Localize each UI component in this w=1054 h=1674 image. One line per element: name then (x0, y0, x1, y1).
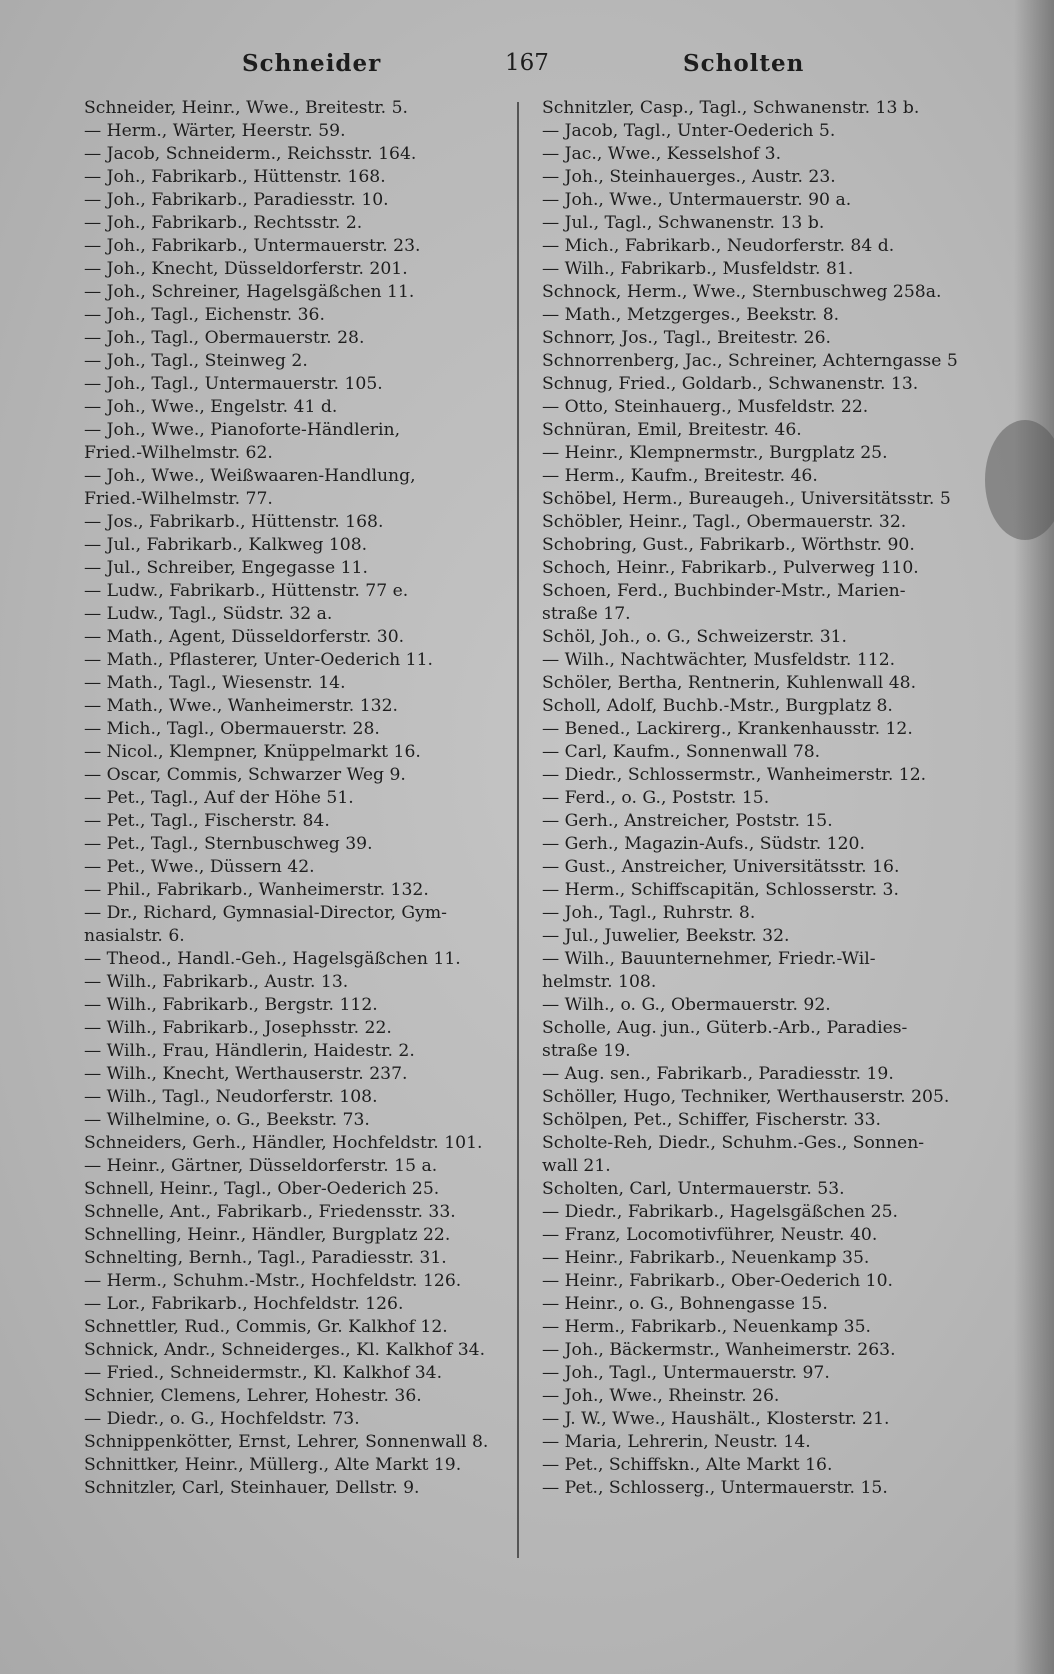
directory-entry: — Joh., Tagl., Steinweg 2. (84, 351, 308, 371)
directory-entry: — Pet., Tagl., Fischerstr. 84. (84, 811, 330, 831)
directory-entry: Fried.-Wilhelmstr. 62. (84, 443, 273, 463)
header-first-entry: Schneider (242, 50, 382, 77)
directory-entry: — Math., Pflasterer, Unter-Oederich 11. (84, 650, 433, 670)
directory-entry: — Fried., Schneidermstr., Kl. Kalkhof 34. (84, 1363, 443, 1383)
directory-entry: Schnier, Clemens, Lehrer, Hohestr. 36. (84, 1386, 422, 1406)
header-last-entry: Scholten (683, 50, 805, 77)
directory-entry: — Wilh., Knecht, Werthauserstr. 237. (84, 1064, 408, 1084)
directory-entry: Schneider, Heinr., Wwe., Breitestr. 5. (84, 98, 408, 118)
directory-entry: — Herm., Schuhm.-Mstr., Hochfeldstr. 126. (84, 1271, 462, 1291)
directory-entry: — Joh., Wwe., Pianoforte-Händlerin, (84, 420, 401, 440)
right-column (542, 97, 967, 1500)
directory-entry: Schnelle, Ant., Fabrikarb., Friedensstr. 33. (84, 1202, 456, 1222)
directory-entry: — Wilh., Fabrikarb., Josephsstr. 22. (84, 1018, 392, 1038)
directory-entry: Schnelting, Bernh., Tagl., Paradiesstr. 31. (84, 1248, 447, 1268)
directory-entry: Schnettler, Rud., Commis, Gr. Kalkhof 12. (84, 1317, 448, 1337)
directory-entry: — Theod., Handl.-Geh., Hagelsgäßchen 11. (84, 949, 461, 969)
directory-entry: — Joh., Tagl., Eichenstr. 36. (84, 305, 325, 325)
directory-entry: — Herm., Fabrikarb., Neuenkamp 35. (542, 1317, 871, 1337)
directory-entry: Schölpen, Pet., Schiffer, Fischerstr. 33. (542, 1110, 881, 1130)
directory-entry: Schoch, Heinr., Fabrikarb., Pulverweg 110. (542, 558, 919, 578)
directory-entry: — Joh., Steinhauerges., Austr. 23. (542, 167, 836, 187)
directory-entry: — J. W., Wwe., Haushält., Klosterstr. 21. (542, 1409, 890, 1429)
directory-entry: Schnock, Herm., Wwe., Sternbuschweg 258a. (542, 282, 942, 302)
page-stain (985, 420, 1054, 540)
directory-entry: — Heinr., Klempnermstr., Burgplatz 25. (542, 443, 888, 463)
directory-entry: — Joh., Wwe., Engelstr. 41 d. (84, 397, 338, 417)
directory-entry: — Jac., Wwe., Kesselshof 3. (542, 144, 782, 164)
directory-entry: — Joh., Schreiner, Hagelsgäßchen 11. (84, 282, 415, 302)
column-divider (517, 102, 519, 1558)
directory-entry: — Joh., Tagl., Untermauerstr. 97. (542, 1363, 830, 1383)
directory-entry: nasialstr. 6. (84, 926, 185, 946)
directory-entry: Schoen, Ferd., Buchbinder-Mstr., Marien- (542, 581, 906, 601)
directory-entry: — Jacob, Schneiderm., Reichsstr. 164. (84, 144, 417, 164)
directory-entry: Schnug, Fried., Goldarb., Schwanenstr. 13. (542, 374, 919, 394)
directory-entry: straße 19. (542, 1041, 631, 1061)
directory-entry: — Heinr., Fabrikarb., Ober-Oederich 10. (542, 1271, 894, 1291)
left-column (84, 97, 509, 1500)
directory-entry: Schnittker, Heinr., Müllerg., Alte Markt 19. (84, 1455, 462, 1475)
directory-entry: — Joh., Fabrikarb., Rechtsstr. 2. (84, 213, 363, 233)
directory-entry: — Gerh., Magazin-Aufs., Südstr. 120. (542, 834, 865, 854)
directory-entry: — Otto, Steinhauerg., Musfeldstr. 22. (542, 397, 869, 417)
directory-entry: — Franz, Locomotivführer, Neustr. 40. (542, 1225, 878, 1245)
directory-entry: — Joh., Bäckermstr., Wanheimerstr. 263. (542, 1340, 896, 1360)
directory-entry: — Joh., Fabrikarb., Untermauerstr. 23. (84, 236, 421, 256)
directory-entry: wall 21. (542, 1156, 611, 1176)
directory-entry: — Jul., Juwelier, Beekstr. 32. (542, 926, 790, 946)
directory-entry: Schöbel, Herm., Bureaugeh., Universitätsstr. 5 (542, 489, 951, 509)
directory-entry: — Joh., Tagl., Obermauerstr. 28. (84, 328, 365, 348)
directory-entry: — Diedr., Fabrikarb., Hagelsgäßchen 25. (542, 1202, 899, 1222)
directory-entry: straße 17. (542, 604, 631, 624)
directory-entry: — Heinr., Gärtner, Düsseldorferstr. 15 a. (84, 1156, 438, 1176)
directory-entry: — Herm., Wärter, Heerstr. 59. (84, 121, 346, 141)
directory-entry: Scholten, Carl, Untermauerstr. 53. (542, 1179, 845, 1199)
directory-entry: helmstr. 108. (542, 972, 657, 992)
directory-entry: — Phil., Fabrikarb., Wanheimerstr. 132. (84, 880, 429, 900)
directory-entry: — Jul., Fabrikarb., Kalkweg 108. (84, 535, 368, 555)
directory-entry: Schnorrenberg, Jac., Schreiner, Achterngasse 5 (542, 351, 958, 371)
directory-entry: — Diedr., Schlossermstr., Wanheimerstr. 12. (542, 765, 927, 785)
directory-entry: — Math., Agent, Düsseldorferstr. 30. (84, 627, 405, 647)
directory-entry: — Wilh., Bauunternehmer, Friedr.-Wil- (542, 949, 876, 969)
directory-entry: — Ferd., o. G., Poststr. 15. (542, 788, 770, 808)
directory-entry: — Wilh., Fabrikarb., Musfeldstr. 81. (542, 259, 854, 279)
directory-entry: — Wilh., o. G., Obermauerstr. 92. (542, 995, 831, 1015)
directory-entry: — Joh., Fabrikarb., Paradiesstr. 10. (84, 190, 389, 210)
directory-entry: — Wilh., Nachtwächter, Musfeldstr. 112. (542, 650, 896, 670)
directory-entry: Schöller, Hugo, Techniker, Werthauserstr. 205. (542, 1087, 950, 1107)
directory-entry: Schnorr, Jos., Tagl., Breitestr. 26. (542, 328, 831, 348)
directory-entry: Schnitzler, Carl, Steinhauer, Dellstr. 9. (84, 1478, 420, 1498)
directory-entry: — Mich., Tagl., Obermauerstr. 28. (84, 719, 380, 739)
directory-entry: Schnippenkötter, Ernst, Lehrer, Sonnenwall 8. (84, 1432, 489, 1452)
directory-entry: Schöbler, Heinr., Tagl., Obermauerstr. 32. (542, 512, 907, 532)
directory-entry: — Pet., Wwe., Düssern 42. (84, 857, 315, 877)
page-number: 167 (505, 50, 549, 76)
directory-entry: — Joh., Fabrikarb., Hüttenstr. 168. (84, 167, 386, 187)
directory-entry: — Mich., Fabrikarb., Neudorferstr. 84 d. (542, 236, 895, 256)
directory-entry: Schnick, Andr., Schneiderges., Kl. Kalkhof 34. (84, 1340, 486, 1360)
directory-entry: — Gust., Anstreicher, Universitätsstr. 16. (542, 857, 900, 877)
directory-entry: — Bened., Lackirerg., Krankenhausstr. 12. (542, 719, 913, 739)
directory-entry: Schnitzler, Casp., Tagl., Schwanenstr. 13 b. (542, 98, 920, 118)
directory-entry: — Heinr., o. G., Bohnengasse 15. (542, 1294, 828, 1314)
directory-entry: — Pet., Tagl., Auf der Höhe 51. (84, 788, 354, 808)
directory-entry: — Wilh., Frau, Händlerin, Haidestr. 2. (84, 1041, 415, 1061)
directory-entry: — Pet., Tagl., Sternbuschweg 39. (84, 834, 373, 854)
directory-entry: — Wilhelmine, o. G., Beekstr. 73. (84, 1110, 370, 1130)
directory-entry: — Jos., Fabrikarb., Hüttenstr. 168. (84, 512, 384, 532)
directory-entry: — Carl, Kaufm., Sonnenwall 78. (542, 742, 821, 762)
directory-entry: Scholl, Adolf, Buchb.-Mstr., Burgplatz 8. (542, 696, 893, 716)
directory-entry: — Herm., Kaufm., Breitestr. 46. (542, 466, 818, 486)
directory-entry: Scholle, Aug. jun., Güterb.-Arb., Paradies- (542, 1018, 908, 1038)
directory-entry: — Dr., Richard, Gymnasial-Director, Gym- (84, 903, 447, 923)
directory-entry: — Maria, Lehrerin, Neustr. 14. (542, 1432, 811, 1452)
directory-entry: Schneiders, Gerh., Händler, Hochfeldstr. 101. (84, 1133, 483, 1153)
directory-entry: — Pet., Schlosserg., Untermauerstr. 15. (542, 1478, 888, 1498)
directory-entry: — Heinr., Fabrikarb., Neuenkamp 35. (542, 1248, 870, 1268)
directory-entry: Schnell, Heinr., Tagl., Ober-Oederich 25. (84, 1179, 440, 1199)
directory-entry: Scholte-Reh, Diedr., Schuhm.-Ges., Sonnen- (542, 1133, 925, 1153)
directory-entry: — Math., Wwe., Wanheimerstr. 132. (84, 696, 398, 716)
directory-entry: — Nicol., Klempner, Knüppelmarkt 16. (84, 742, 421, 762)
directory-entry: — Wilh., Fabrikarb., Austr. 13. (84, 972, 349, 992)
directory-entry: — Jul., Tagl., Schwanenstr. 13 b. (542, 213, 825, 233)
directory-entry: — Joh., Wwe., Untermauerstr. 90 a. (542, 190, 852, 210)
directory-entry: Schnelling, Heinr., Händler, Burgplatz 22. (84, 1225, 451, 1245)
directory-entry: — Joh., Tagl., Ruhrstr. 8. (542, 903, 756, 923)
directory-entry: — Joh., Wwe., Rheinstr. 26. (542, 1386, 780, 1406)
directory-entry: — Math., Tagl., Wiesenstr. 14. (84, 673, 346, 693)
directory-entry: — Wilh., Tagl., Neudorferstr. 108. (84, 1087, 378, 1107)
directory-entry: Schnüran, Emil, Breitestr. 46. (542, 420, 802, 440)
directory-entry: — Joh., Knecht, Düsseldorferstr. 201. (84, 259, 408, 279)
directory-entry: Schöl, Joh., o. G., Schweizerstr. 31. (542, 627, 848, 647)
directory-entry: — Jacob, Tagl., Unter-Oederich 5. (542, 121, 836, 141)
directory-entry: Schöler, Bertha, Rentnerin, Kuhlenwall 48. (542, 673, 917, 693)
page-header (90, 46, 970, 86)
directory-entry: — Joh., Tagl., Untermauerstr. 105. (84, 374, 383, 394)
directory-entry: — Gerh., Anstreicher, Poststr. 15. (542, 811, 833, 831)
directory-entry: — Herm., Schiffscapitän, Schlosserstr. 3. (542, 880, 899, 900)
directory-entry: — Ludw., Fabrikarb., Hüttenstr. 77 e. (84, 581, 409, 601)
directory-entry: — Diedr., o. G., Hochfeldstr. 73. (84, 1409, 360, 1429)
directory-entry: — Pet., Schiffskn., Alte Markt 16. (542, 1455, 833, 1475)
directory-entry: — Joh., Wwe., Weißwaaren-Handlung, (84, 466, 416, 486)
directory-entry: — Lor., Fabrikarb., Hochfeldstr. 126. (84, 1294, 404, 1314)
directory-entry: — Math., Metzgerges., Beekstr. 8. (542, 305, 840, 325)
directory-entry: — Wilh., Fabrikarb., Bergstr. 112. (84, 995, 378, 1015)
directory-entry: — Aug. sen., Fabrikarb., Paradiesstr. 19. (542, 1064, 894, 1084)
directory-entry: Fried.-Wilhelmstr. 77. (84, 489, 273, 509)
directory-entry: — Oscar, Commis, Schwarzer Weg 9. (84, 765, 406, 785)
directory-entry: — Jul., Schreiber, Engegasse 11. (84, 558, 368, 578)
directory-entry: Schobring, Gust., Fabrikarb., Wörthstr. 90. (542, 535, 915, 555)
directory-entry: — Ludw., Tagl., Südstr. 32 a. (84, 604, 333, 624)
